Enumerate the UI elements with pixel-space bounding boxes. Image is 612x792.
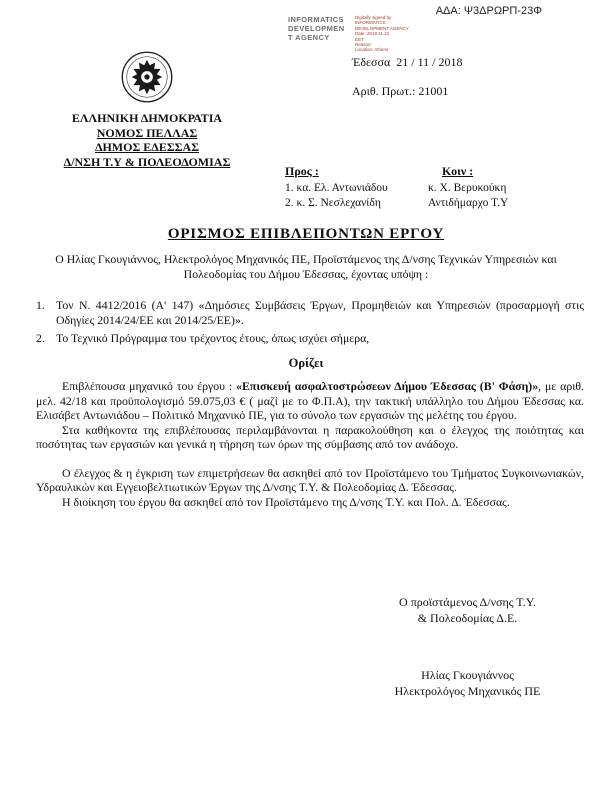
authority-line-directorate: Δ/ΝΣΗ Τ.Υ & ΠΟΛΕΟΔΟΜΙΑΣ [63, 154, 231, 169]
signature-role-line: Ο προϊστάμενος Δ/νσης Τ.Υ. [399, 595, 536, 609]
agency-name-line: T AGENCY [288, 33, 330, 42]
body-text [36, 379, 584, 509]
recipients-cc [428, 164, 583, 210]
cc-recipient: Αντιδήμαρχο Τ.Υ [428, 196, 509, 209]
paragraph-text: Επιβλέπουσα μηχανικό του έργου : [62, 379, 237, 393]
paragraph-text: , με αριθ. μελ. 42/18 και προϋπολογισμό 59.075,03 € ( μαζί με το Φ.Π.Α), την τακτική υπάλληλο του Δήμου Έδεσσας κα. Ελισάβετ Αντωνιάδου – Πολιτικό Μηχανικό ΠΕ, για το σύνολο των εργασιών της μελέτης του έργου. [36, 379, 584, 422]
signatory-title: Ηλεκτρολόγος Μηχανικός ΠΕ [394, 683, 541, 698]
signature-role-line: & Πολεοδομίας Δ.Ε. [417, 610, 518, 625]
coat-of-arms-icon [120, 50, 174, 104]
authority-line-prefecture: ΝΟΜΟΣ ΠΕΛΛΑΣ [96, 125, 198, 140]
body-paragraph-assignment [36, 379, 584, 423]
signature-details [355, 15, 450, 53]
to-recipient: 2. κ. Σ. Νεσλεχανίδη [285, 196, 381, 209]
document-title: ΟΡΙΣΜΟΣ ΕΠΙΒΛΕΠΟΝΤΩΝ ΕΡΓΟΥ [167, 226, 445, 242]
body-paragraph-approval: Ο έλεγχος & η έγκριση των επιμετρήσεων θα ασκηθεί από τον Προϊστάμενο του Τμήματος Συγκοινωνιακών, Υδραυλικών και Εγγειοβελτιωτικών Έργων της Δ/νσης Τ.Υ. & Πολεοδομίας Δ. Έδεσσας. [36, 465, 584, 494]
legal-references-list [36, 298, 584, 349]
body-paragraph-administration: Η διοίκηση του έργου θα ασκηθεί από τον Προϊστάμενο της Δ/νσης Τ.Υ. και Πολ. Δ. Έδεσσας. [62, 494, 510, 509]
authority-line-republic: ΕΛΛΗΝΙΚΗ ΔΗΜΟΚΡΑΤΙΑ [71, 111, 223, 125]
to-label: Προς : [285, 164, 319, 178]
signature-detail-line: Digitally signed by [355, 15, 392, 20]
authority-header [38, 50, 256, 169]
agency-name-line: INFORMATICS [288, 15, 344, 24]
decision-word: Ορίζει [288, 356, 324, 370]
list-item-number: 2. [36, 331, 45, 345]
list-item [36, 331, 584, 346]
protocol-number: Αριθ. Πρωτ.: 21001 [352, 84, 449, 98]
cc-label: Κοιν : [442, 164, 474, 178]
signature-detail-line: Location: Athens [355, 47, 389, 53]
list-item-text: Τον Ν. 4412/2016 (Α' 147) «Δημόσιες Συμβάσεις Έργων, Προμηθειών και Υπηρεσιών (προσαρμογή στις Οδηγίες 2014/24/ΕΕ και 2014/25/ΕΕ)». [56, 298, 584, 327]
signatory-name: Ηλίας Γκουγιάννος [421, 668, 514, 682]
agency-name [288, 15, 350, 42]
intro-paragraph: Ο Ηλίας Γκουγιάννος, Ηλεκτρολόγος Μηχανικός ΠΕ, Προϊστάμενος της Δ/νσης Τεχνικών Υπηρεσιών και Πολεοδομίας του Δήμου Έδεσσας, έχοντας υπόψη : [55, 252, 557, 281]
signature-detail-line: DEVELOPMENT AGENCY [355, 25, 409, 31]
digital-signature-stamp [288, 15, 450, 53]
to-recipient: 1. κα. Ελ. Αντωνιάδου [285, 182, 388, 194]
signature-detail-line: Date: 2018.11.21 [355, 31, 390, 37]
signature-detail-line: EET [355, 36, 364, 42]
ada-code: ΑΔΑ: Ψ3ΔΡΩΡΠ-23Φ [435, 5, 542, 17]
place-date-line: Έδεσσα 21 / 11 / 2018 [352, 55, 463, 69]
signature-role [355, 595, 580, 626]
signature-block [355, 668, 580, 699]
body-paragraph-duties: Στα καθήκοντα της επιβλέπουσας περιλαμβάνονται η παρακολούθηση και ο έλεγχος της ποιότητας και ποσότητας των εργασιών και γενικά η τήρηση των όρων της σύμβασης από τον ανάδοχο. [36, 422, 584, 451]
project-title-text: «Επισκευή ασφαλτοστρώσεων Δήμου Έδεσσας (Β' Φάση)» [236, 379, 539, 393]
authority-line-municipality: ΔΗΜΟΣ ΕΔΕΣΣΑΣ [94, 140, 200, 154]
agency-name-line: DEVELOPMEN [288, 24, 345, 33]
list-item-text: Το Τεχνικό Πρόγραμμα του τρέχοντος έτους, όπως ισχύει σήμερα, [56, 331, 370, 345]
list-item [36, 298, 584, 328]
signature-detail-line: Reason: [355, 42, 372, 48]
list-item-number: 1. [36, 298, 45, 312]
recipients-to [285, 164, 430, 210]
signature-detail-line: INFORMATICS [355, 20, 386, 26]
cc-recipient: κ. Χ. Βερυκούκη [428, 182, 507, 194]
